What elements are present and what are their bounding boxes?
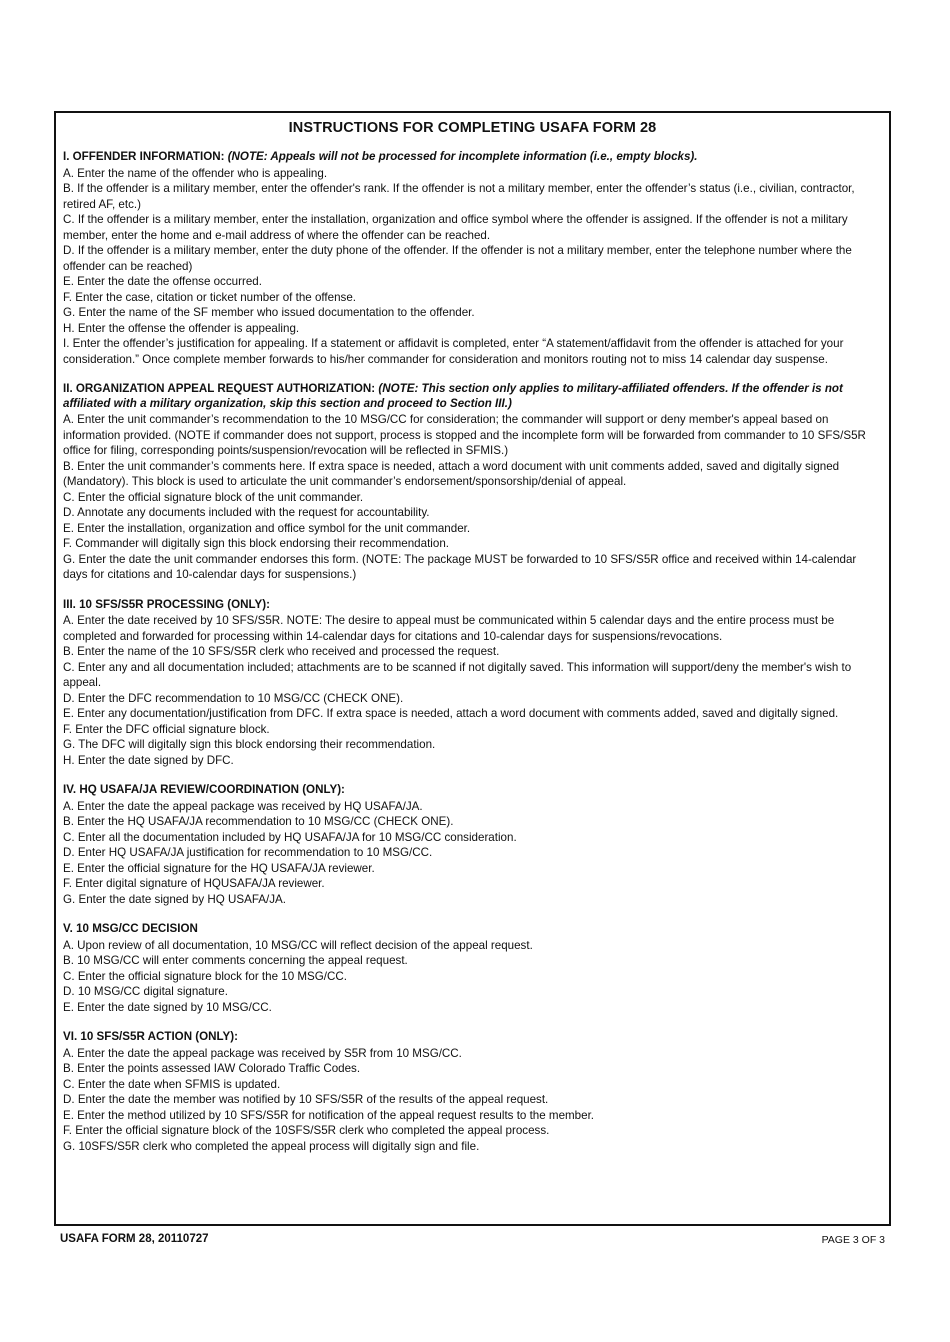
- instruction-item: E. Enter the installation, organization and office symbol for the unit commander.: [63, 521, 471, 535]
- instruction-item: D. Enter the DFC recommendation to 10 MSG/CC (CHECK ONE).: [63, 691, 404, 705]
- instruction-item: B. 10 MSG/CC will enter comments concerning the appeal request.: [63, 954, 408, 967]
- instruction-item: A. Upon review of all documentation, 10 MSG/CC will reflect decision of the appeal request.: [63, 938, 533, 952]
- instruction-item: B. Enter the unit commander’s comments here. If extra space is needed, attach a word document with unit comments added, saved and digitally signed (Mandatory). This block is used to articulate the unit commander’s endorsement/sponsorship/denial of appeal.: [63, 459, 840, 488]
- instruction-item: A. Enter the date the appeal package was received by S5R from 10 MSG/CC.: [63, 1046, 462, 1060]
- instruction-item: C. If the offender is a military member, enter the installation, organization and office symbol where the offender is assigned. If the offender is not a military member, enter the home and e-mail address of where the offender can be reached.: [63, 213, 848, 242]
- instruction-item: C. Enter any and all documentation included; attachments are to be scanned if not digitally saved. This information will support/deny the member's wish to appeal.: [63, 660, 852, 689]
- page-number: PAGE 3 OF 3: [821, 1234, 885, 1246]
- instruction-item: C. Enter the official signature block for the 10 MSG/CC.: [63, 969, 347, 983]
- instruction-section: [63, 1030, 879, 1154]
- section-heading: [63, 1030, 879, 1045]
- section-heading: [63, 150, 879, 165]
- instruction-item: A. Enter the date the appeal package was received by HQ USAFA/JA.: [63, 799, 423, 813]
- section-spacer: [63, 1015, 879, 1030]
- section-heading: [63, 783, 879, 798]
- instruction-item: D. Annotate any documents included with the request for accountability.: [63, 506, 430, 519]
- instruction-item: B. Enter the name of the 10 SFS/S5R clerk who received and processed the request.: [63, 645, 500, 658]
- instruction-item: I. Enter the offender’s justification for appealing. If a statement or affidavit is completed, enter “A statement/affidavit from the offender is attached for your consideration.” Once complete member forwards to his/her commander for consideration and monitors routing not to miss 14 calendar day suspense.: [63, 337, 844, 366]
- instruction-item: C. Enter the date when SFMIS is updated.: [63, 1077, 281, 1091]
- form-identifier: USAFA FORM 28, 20110727: [60, 1233, 209, 1245]
- instruction-item: G. Enter the name of the SF member who issued documentation to the offender.: [63, 306, 475, 319]
- instruction-item: A. Enter the unit commander’s recommendation to the 10 MSG/CC for consideration; the commander will support or deny member's appeal based on information provided. (NOTE if commander does not support, process is stopped and the incomplete form will be forwarded from commander to 10 SFS/S5R office for filing, corresponding points/suspension/revocation will be reflected in SFMIS.): [63, 413, 866, 457]
- instruction-section: [63, 150, 879, 367]
- page-title: INSTRUCTIONS FOR COMPLETING USAFA FORM 28: [288, 120, 657, 136]
- instruction-item: A. Enter the date received by 10 SFS/S5R. NOTE: The desire to appeal must be communicated within 5 calendar days and the entire process must be completed and forwarded for processing within 14-calendar days for citations and 10-calendar days for suspensions/revocations.: [63, 614, 835, 643]
- section-title: VI. 10 SFS/S5R ACTION (ONLY):: [63, 1030, 239, 1043]
- instruction-item: B. If the offender is a military member, enter the offender's rank. If the offender is not a military member, enter the offender’s status (i.e., civilian, contractor, retired AF, etc.): [63, 182, 855, 211]
- section-heading: [63, 382, 879, 411]
- instruction-item: F. Enter digital signature of HQUSAFA/JA reviewer.: [63, 877, 325, 890]
- instruction-section: [63, 598, 879, 769]
- instruction-item: F. Enter the official signature block of the 10SFS/S5R clerk who completed the appeal process.: [63, 1124, 550, 1137]
- instruction-item: G. 10SFS/S5R clerk who completed the appeal process will digitally sign and file.: [63, 1139, 480, 1153]
- instruction-item: F. Commander will digitally sign this block endorsing their recommendation.: [63, 537, 449, 550]
- instruction-item: A. Enter the name of the offender who is appealing.: [63, 166, 328, 180]
- instruction-item: E. Enter the date signed by 10 MSG/CC.: [63, 1000, 272, 1014]
- instruction-item: D. 10 MSG/CC digital signature.: [63, 985, 228, 998]
- instruction-item: E. Enter any documentation/justification from DFC. If extra space is needed, attach a word document with comments added, saved and digitally signed.: [63, 707, 839, 720]
- instruction-item: H. Enter the offense the offender is appealing.: [63, 321, 300, 335]
- instruction-item: E. Enter the method utilized by 10 SFS/S5R for notification of the appeal request results to the member.: [63, 1108, 595, 1122]
- section-title: IV. HQ USAFA/JA REVIEW/COORDINATION (ONLY):: [63, 783, 345, 796]
- section-title: III. 10 SFS/S5R PROCESSING (ONLY):: [63, 597, 271, 611]
- instruction-section: [63, 922, 879, 1015]
- section-title: V. 10 MSG/CC DECISION: [63, 922, 198, 935]
- instruction-item: E. Enter the official signature for the HQ USAFA/JA reviewer.: [63, 861, 375, 875]
- section-note: (NOTE: This section only applies to military-affiliated offenders. If the offender is not affiliated with a military organization, skip this section and proceed to Section III.): [63, 382, 843, 410]
- instruction-item: B. Enter the points assessed IAW Colorado Traffic Codes.: [63, 1062, 361, 1075]
- section-note: (NOTE: Appeals will not be processed for incomplete information (i.e., empty blocks).: [227, 150, 698, 163]
- instruction-item: F. Enter the DFC official signature block.: [63, 722, 270, 736]
- instructions-body: [63, 150, 879, 1154]
- instruction-item: F. Enter the case, citation or ticket number of the offense.: [63, 290, 357, 304]
- section-heading: [63, 922, 879, 937]
- instruction-item: C. Enter the official signature block of the unit commander.: [63, 490, 364, 504]
- instruction-item: G. Enter the date signed by HQ USAFA/JA.: [63, 892, 286, 906]
- instruction-item: E. Enter the date the offense occurred.: [63, 275, 262, 288]
- section-heading: [63, 598, 879, 613]
- instruction-section: [63, 783, 879, 907]
- section-title: II. ORGANIZATION APPEAL REQUEST AUTHORIZATION:: [63, 382, 376, 395]
- section-spacer: [63, 768, 879, 783]
- instruction-item: C. Enter all the documentation included by HQ USAFA/JA for 10 MSG/CC consideration.: [63, 830, 517, 844]
- section-spacer: [63, 907, 879, 922]
- instruction-item: H. Enter the date signed by DFC.: [63, 753, 234, 767]
- instruction-item: G. The DFC will digitally sign this block endorsing their recommendation.: [63, 738, 436, 751]
- instructions-frame: [54, 111, 891, 1226]
- instruction-item: D. Enter the date the member was notified by 10 SFS/S5R of the results of the appeal request.: [63, 1093, 549, 1106]
- section-title: I. OFFENDER INFORMATION:: [63, 150, 225, 163]
- instruction-item: G. Enter the date the unit commander endorses this form. (NOTE: The package MUST be forwarded to 10 SFS/S5R office and received within 14-calendar days for citations and 10-calendar days for suspensions.): [63, 552, 857, 581]
- instruction-item: D. If the offender is a military member, enter the duty phone of the offender. If the offender is not a military member, enter the telephone number where the offender can be reached): [63, 244, 852, 273]
- section-spacer: [63, 367, 879, 382]
- instruction-section: [63, 382, 879, 583]
- instruction-item: D. Enter HQ USAFA/JA justification for recommendation to 10 MSG/CC.: [63, 846, 433, 859]
- instruction-item: B. Enter the HQ USAFA/JA recommendation to 10 MSG/CC (CHECK ONE).: [63, 815, 454, 828]
- section-spacer: [63, 583, 879, 598]
